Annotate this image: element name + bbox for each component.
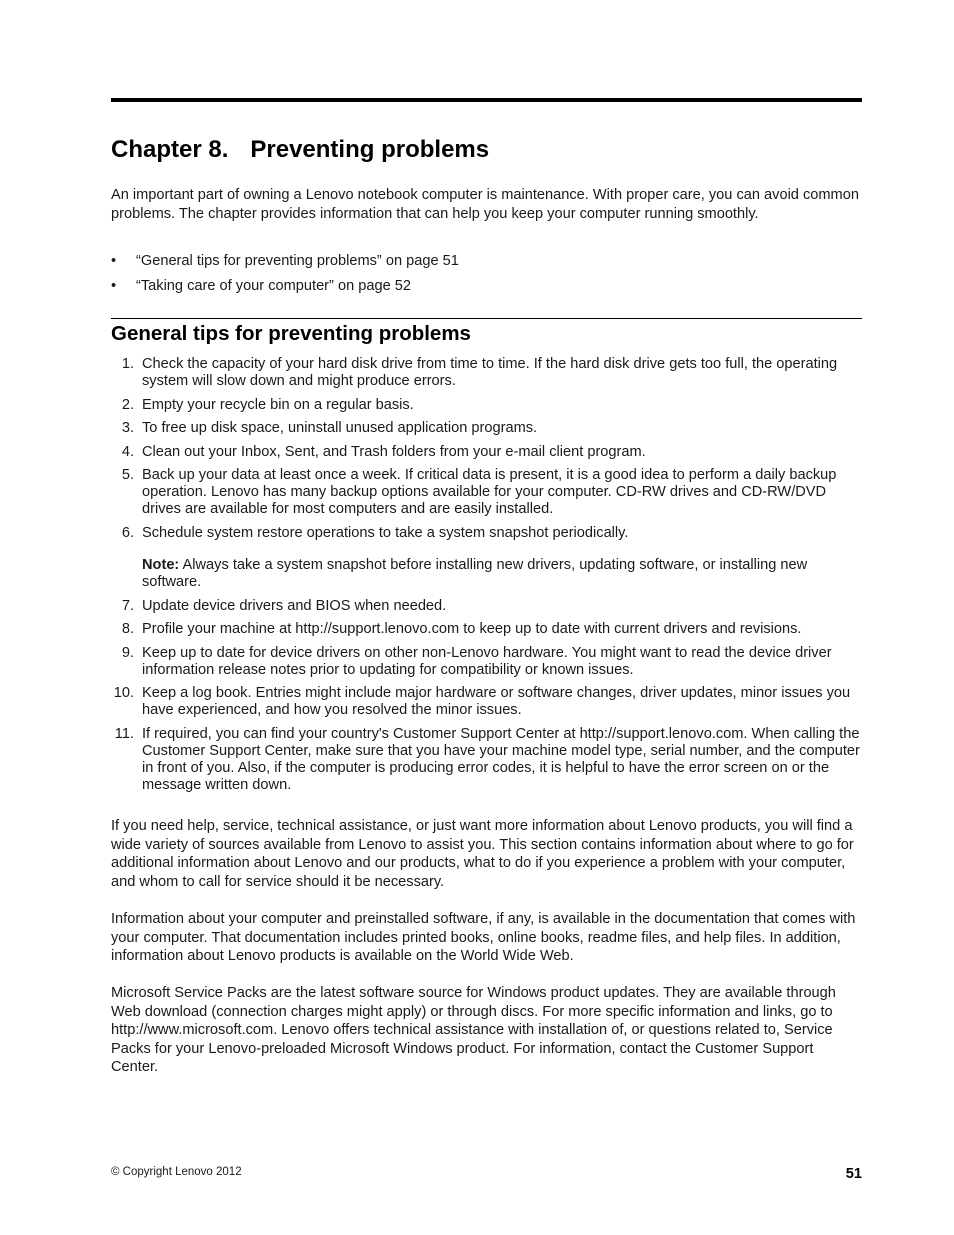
item-number: 5. <box>121 467 134 484</box>
list-item <box>111 420 862 437</box>
item-number: 9. <box>121 644 134 661</box>
chapter-top-rule <box>111 98 862 102</box>
help-paragraph: If you need help, service, technical assistance, or just want more information about Lenovo products, you will find a wide variety of sources available from Lenovo to assist you. This section contains information about where to go for additional information about Lenovo and our products, what to do if you experience a problem with your computer, and whom to call for service should it be necessary. <box>111 818 854 890</box>
section-rule <box>111 318 862 319</box>
list-item <box>111 685 862 719</box>
item-text: Schedule system restore operations to take a system snapshot periodically. <box>142 524 629 541</box>
item-text: Back up your data at least once a week. If critical data is present, it is a good idea to perform a daily backup operation. Lenovo has many backup options available for your computer. CD-RW drives and CD-RW/DVD drives are available for most computers and are easily installed. <box>142 467 837 518</box>
item-text: To free up disk space, uninstall unused application programs. <box>142 420 538 437</box>
page-number: 51 <box>845 1166 862 1182</box>
item-text: Check the capacity of your hard disk drive from time to time. If the hard disk drive gets too full, the operating system will slow down and might produce errors. <box>142 356 838 389</box>
item-number: 8. <box>121 621 134 638</box>
list-item <box>111 598 862 615</box>
chapter-title <box>111 136 489 164</box>
item-text: If required, you can find your country's Customer Support Center at http://support.lenovo.com. When calling the Customer Support Center, make sure that you have your machine model type, serial number, and the computer in front of you. Also, if the computer is producing error codes, it is helpful to have the error screen on or the message written down. <box>142 725 860 793</box>
toc-link-list <box>111 252 862 302</box>
note-block <box>142 557 862 591</box>
list-item <box>111 621 862 638</box>
service-packs-paragraph: Microsoft Service Packs are the latest software source for Windows product updates. They are available through Web download (connection charges might apply) or through discs. For more specific information and links, go to http://www.microsoft.com. Lenovo offers technical assistance with installation of, or questions related to, Service Packs for your Lenovo-preloaded Microsoft Windows product. For information, contact the Customer Support Center. <box>111 985 836 1076</box>
item-number: 10. <box>113 685 134 702</box>
toc-link-text: “Taking care of your computer” on page 52 <box>136 278 412 294</box>
list-item <box>111 726 862 794</box>
item-number: 3. <box>121 420 134 437</box>
item-number: 2. <box>121 396 134 413</box>
chapter-name: Preventing problems <box>250 136 490 163</box>
list-item <box>111 397 862 414</box>
list-item <box>111 444 862 461</box>
note-label: Note: <box>142 556 180 573</box>
item-text: Keep a log book. Entries might include major hardware or software changes, driver updates, minor issues you have experienced, and how you resolved the minor issues. <box>142 685 851 719</box>
list-item <box>111 356 862 390</box>
intro-paragraph: An important part of owning a Lenovo notebook computer is maintenance. With proper care, you can avoid common problems. The chapter provides information that can help you keep your computer running smoothly. <box>111 187 859 222</box>
section-title: General tips for preventing problems <box>111 322 471 345</box>
bullet-icon: • <box>111 253 117 269</box>
toc-link-taking-care[interactable] <box>111 277 862 302</box>
item-number: 6. <box>121 524 134 541</box>
list-item <box>111 467 862 518</box>
item-number: 11. <box>114 725 134 742</box>
tips-list <box>111 356 862 801</box>
item-number: 4. <box>121 443 134 460</box>
toc-link-general-tips[interactable] <box>111 252 862 277</box>
item-text: Update device drivers and BIOS when needed. <box>142 597 447 614</box>
copyright-notice: © Copyright Lenovo 2012 <box>111 1166 242 1178</box>
documentation-paragraph: Information about your computer and preinstalled software, if any, is available in the documentation that comes with your computer. That documentation includes printed books, online books, readme files, and help files. In addition, information about Lenovo products is available on the World Wide Web. <box>111 911 856 965</box>
item-number: 1. <box>121 356 134 372</box>
toc-link-text: “General tips for preventing problems” on page 51 <box>136 253 459 269</box>
item-text: Empty your recycle bin on a regular basis. <box>142 396 414 413</box>
item-text: Profile your machine at http://support.lenovo.com to keep up to date with current drivers and revisions. <box>142 621 802 638</box>
list-item <box>111 525 862 591</box>
item-text: Clean out your Inbox, Sent, and Trash folders from your e-mail client program. <box>142 443 646 460</box>
list-item <box>111 645 862 679</box>
item-text: Keep up to date for device drivers on other non-Lenovo hardware. You might want to read the device driver information release notes prior to updating for compatibility or known issues. <box>142 644 832 678</box>
note-text: Always take a system snapshot before installing new drivers, updating software, or installing new software. <box>142 556 808 590</box>
chapter-number: Chapter 8. <box>111 136 229 163</box>
bullet-icon: • <box>111 278 117 294</box>
item-number: 7. <box>121 597 134 614</box>
